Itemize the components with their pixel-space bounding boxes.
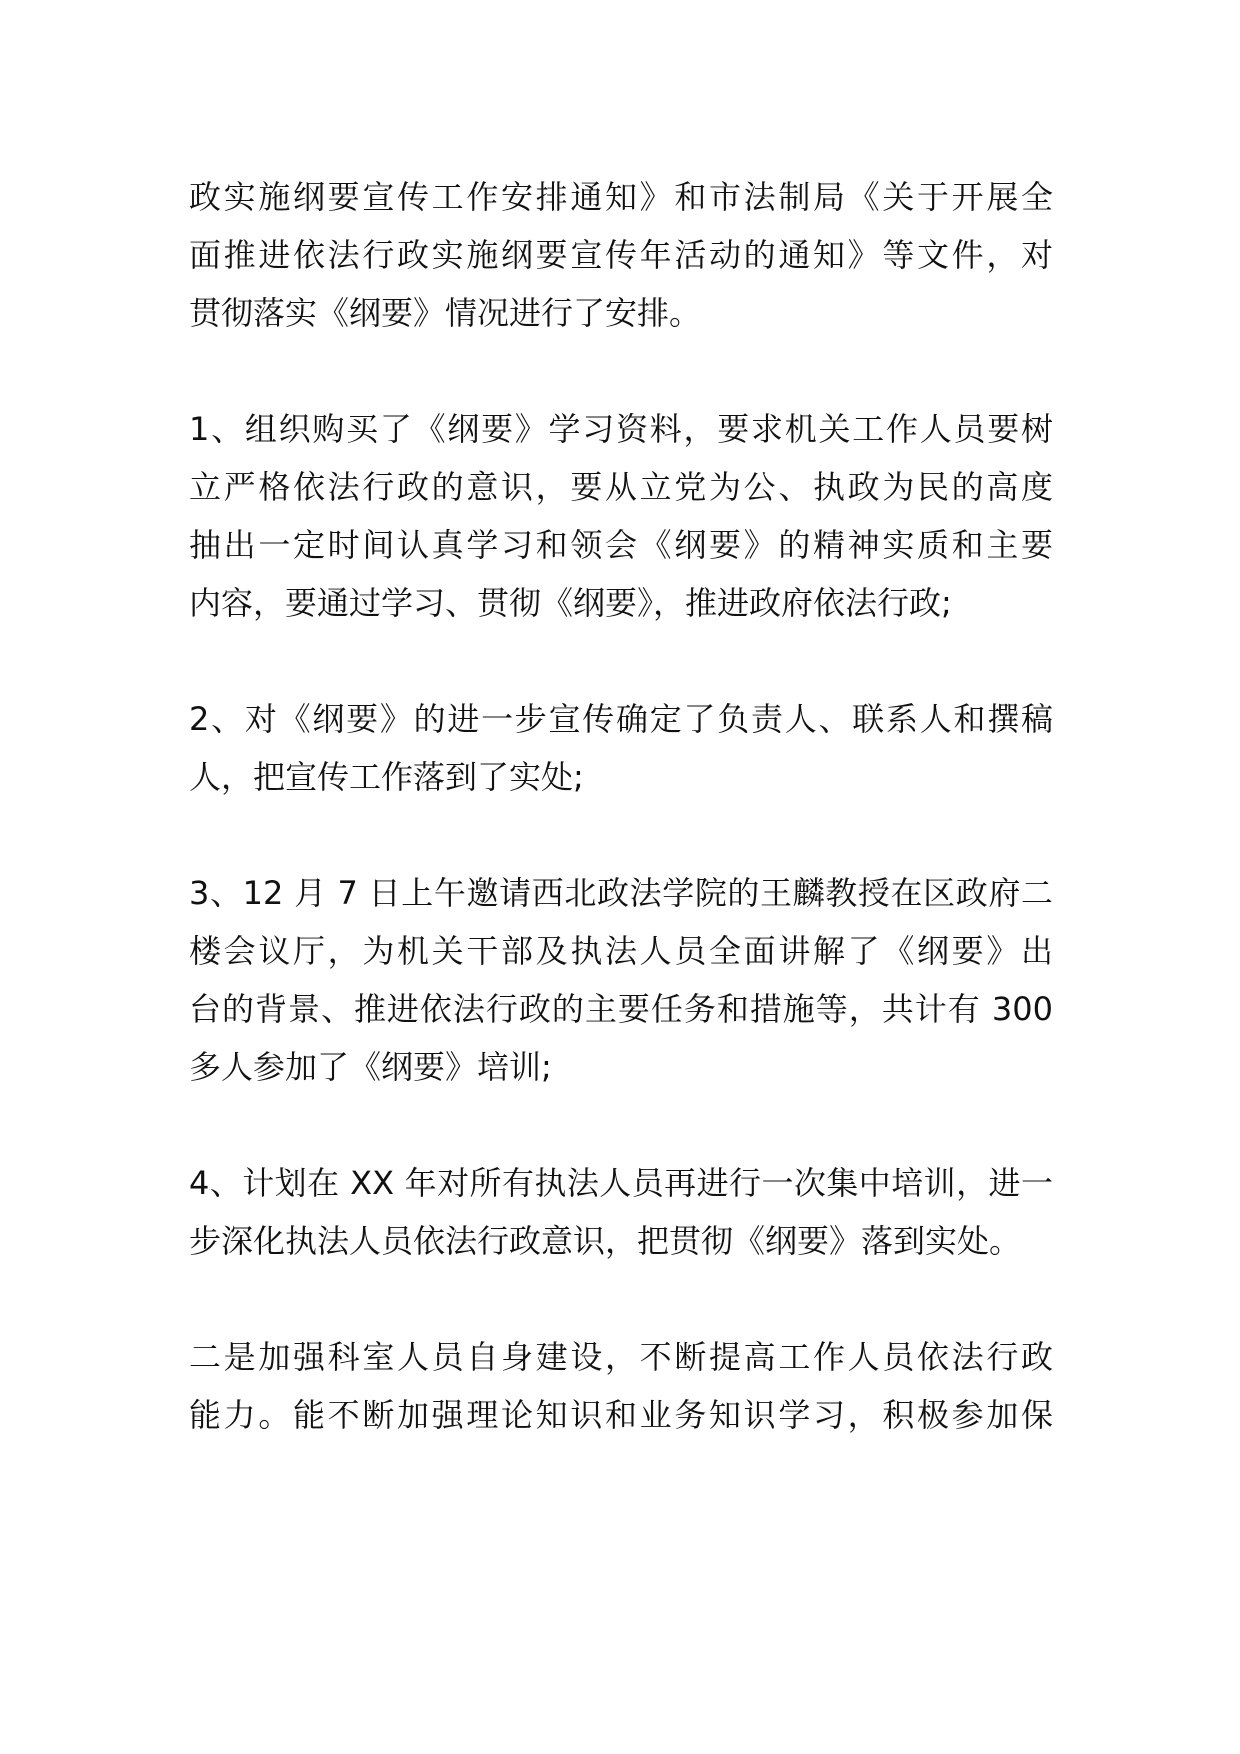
text-line: 楼会议厅，为机关干部及执法人员全面讲解了《纲要》出: [189, 932, 1053, 970]
text-line: 4、计划在 XX 年对所有执法人员再进行一次集中培训，进一: [189, 1164, 1053, 1202]
text-line: 3、12 月 7 日上午邀请西北政法学院的王麟教授在区政府二: [189, 874, 1053, 912]
text-line: 2、对《纲要》的进一步宣传确定了负责人、联系人和撰稿: [189, 700, 1053, 738]
text-line: 内容，要通过学习、贯彻《纲要》，推进政府依法行政;: [189, 584, 952, 622]
text-line: 抽出一定时间认真学习和领会《纲要》的精神实质和主要: [189, 526, 1053, 564]
text-line: 多人参加了《纲要》培训;: [189, 1048, 552, 1086]
text-line: 政实施纲要宣传工作安排通知》和市法制局《关于开展全: [189, 178, 1053, 216]
text-line: 能力。能不断加强理论知识和业务知识学习，积极参加保: [189, 1396, 1053, 1434]
text-line: 二是加强科室人员自身建设，不断提高工作人员依法行政: [189, 1338, 1053, 1376]
text-line: 贯彻落实《纲要》情况进行了安排。: [189, 294, 702, 332]
text-line: 立严格依法行政的意识，要从立党为公、执政为民的高度: [189, 468, 1053, 506]
text-line: 步深化执法人员依法行政意识，把贯彻《纲要》落到实处。: [189, 1222, 1022, 1260]
text-line: 面推进依法行政实施纲要宣传年活动的通知》等文件，对: [189, 236, 1053, 274]
text-line: 人，把宣传工作落到了实处;: [189, 758, 584, 796]
text-line: 1、组织购买了《纲要》学习资料，要求机关工作人员要树: [189, 410, 1053, 448]
text-line: 台的背景、推进依法行政的主要任务和措施等，共计有 300: [189, 990, 1053, 1028]
